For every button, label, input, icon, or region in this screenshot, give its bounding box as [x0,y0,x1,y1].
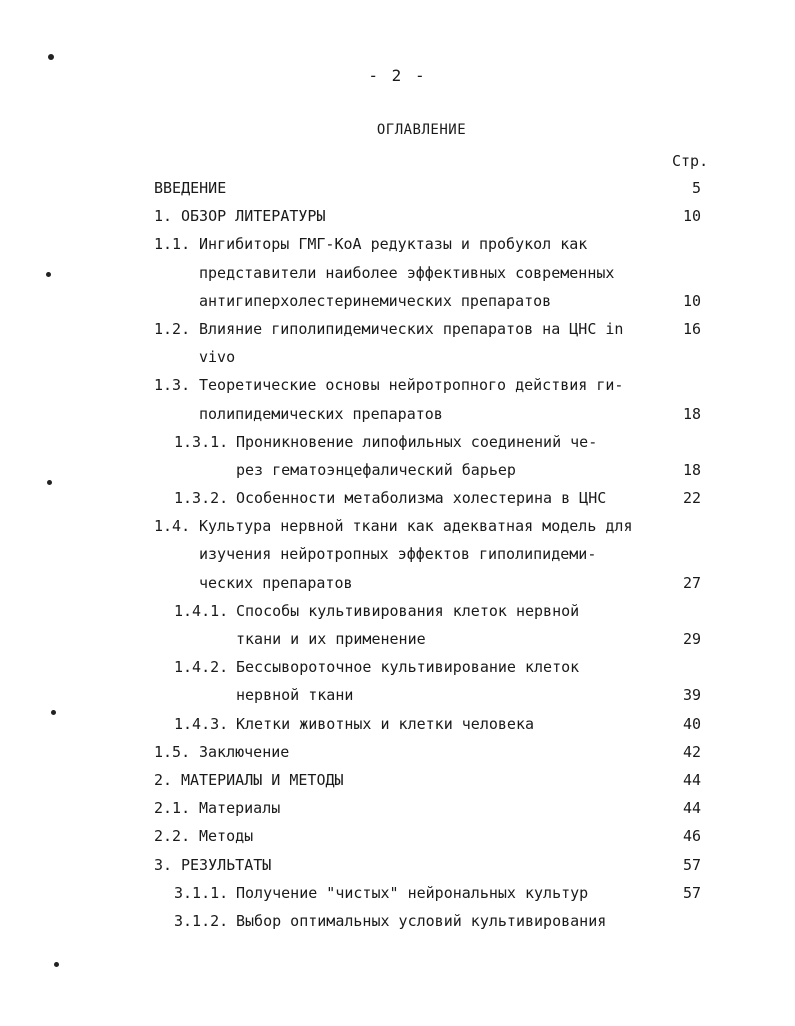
toc-entry [0,738,795,766]
toc-entry-title: Получение "чистых" нейрональных культур [236,883,589,902]
toc-entry-page: 42 [682,742,701,761]
toc-entry-page: 57 [682,855,701,874]
toc-entry-number: 1.3.2. [174,489,229,508]
toc-entry-number: 3.1.1. [174,883,229,902]
toc-entry-continuation [0,287,795,315]
toc-entry-title: МАТЕРИАЛЫ И МЕТОДЫ [181,770,344,789]
toc-entry-title-line: ческих препаратов [199,573,353,592]
toc-entry-title-line: Влияние гиполипидемических препаратов на ЦНС in [199,319,624,338]
toc-entry-title: Материалы [199,799,281,818]
toc-entry [0,371,795,399]
toc-entry-continuation [0,681,795,709]
toc-entry-title-line: ткани и их применение [236,630,426,648]
toc-entry [0,879,795,907]
toc-entry [0,315,795,343]
toc-entry-number: 1.4.1. [174,601,229,620]
toc-entry-continuation [0,400,795,428]
toc-entry-number: 1.3. [154,376,191,395]
toc-entry-continuation [0,540,795,568]
toc-entry [0,484,795,512]
toc-entry-continuation [0,456,795,484]
toc-entry-title-line: рез гематоэнцефалический барьер [236,460,516,479]
toc-entry-title: Методы [199,827,254,846]
toc-entry-number: 1.2. [154,319,191,338]
toc-entry-title-line: представители наиболее эффективных современных [199,263,615,282]
toc-entry-continuation [0,343,795,371]
toc-entry [0,202,795,230]
toc-entry-number: 2.1. [154,799,191,818]
toc-entry-title: Клетки животных и клетки человека [236,714,535,733]
toc-entry-page: 22 [682,489,701,508]
toc-entry-title-line: Ингибиторы ГМГ-КоА редуктазы и пробукол как [199,235,588,254]
toc-entry-number: 2. [154,770,173,789]
toc-entry-page: 27 [682,573,701,592]
toc-entry-title-line: полипидемических препаратов [199,404,443,423]
toc-entry-page: 10 [682,291,701,310]
toc-entry-page: 29 [682,630,701,648]
toc-entry-title-line: Культура нервной ткани как адекватная модель для [199,517,633,536]
toc-entry-page: 57 [682,883,701,902]
toc-entry-title: Выбор оптимальных условий культивирования [236,911,607,930]
toc-entry-page: 18 [682,404,701,423]
page-title: ОГЛАВЛЕНИЕ [376,122,467,138]
toc-entry [0,710,795,738]
toc-entry-title: Особенности метаболизма холестерина в ЦНС [236,489,607,508]
scan-speck [54,962,59,967]
toc-entry [0,766,795,794]
toc-entry-title-line: Проникновение липофильных соединений че- [236,432,598,451]
toc-entry-title: РЕЗУЛЬТАТЫ [181,855,272,874]
toc-entry-continuation [0,259,795,287]
scan-speck [48,54,54,60]
toc-entry [0,512,795,540]
toc-entry-title-line: антигиперхолестеринемических препаратов [199,291,552,310]
toc-entry-number: 1. [154,207,173,226]
toc-entry-title-line: vivo [199,348,236,367]
toc-entry-title-line: Способы культивирования клеток нервной [236,601,580,620]
toc-entry-page: 40 [682,714,701,733]
toc-entry-title-line: Теоретические основы нейротропного действия ги- [199,376,624,395]
toc-entry-page: 44 [682,770,701,789]
toc-entry-number: 1.3.1. [174,432,229,451]
toc-entry-number: 1.1. [154,235,191,254]
toc-entry [0,174,795,202]
toc-entry-number: 3.1.2. [174,911,229,930]
toc-entry-page: 16 [682,319,701,338]
toc-entry-title-line: нервной ткани [236,686,354,705]
toc-entry-number: 3. [154,855,173,874]
toc-entry-continuation [0,625,795,653]
toc-entry-number: 1.5. [154,742,191,761]
toc-entry-page: 46 [682,827,701,846]
toc-entry [0,907,795,935]
toc-entry [0,822,795,850]
toc-entry-page: 10 [682,207,701,226]
toc-entry [0,653,795,681]
toc-entry-title-line: Бессывороточное культивирование клеток [236,658,580,677]
toc-entry-number: 1.4.3. [174,714,229,733]
toc-entry-page: 18 [682,460,701,479]
page-number: - 2 - [368,66,427,85]
toc-entry-page: 44 [682,799,701,818]
toc-entry [0,597,795,625]
toc-entry-title-line: изучения нейротропных эффектов гиполипидеми- [199,545,597,564]
page-column-header: Стр. [672,152,709,170]
toc-entry-page: 5 [691,179,701,197]
toc-entry [0,428,795,456]
toc-entry [0,794,795,822]
toc-entry-number: 1.4.2. [174,658,229,677]
toc-entry-page: 39 [682,686,701,705]
toc-entry-title: Заключение [199,742,290,761]
toc-entry [0,230,795,258]
toc-entry-title: ВВЕДЕНИЕ [154,179,227,197]
table-of-contents [0,174,795,935]
toc-entry [0,851,795,879]
toc-entry-number: 2.2. [154,827,191,846]
toc-entry-continuation [0,569,795,597]
toc-entry-title: ОБЗОР ЛИТЕРАТУРЫ [181,207,326,226]
toc-entry-number: 1.4. [154,517,191,536]
